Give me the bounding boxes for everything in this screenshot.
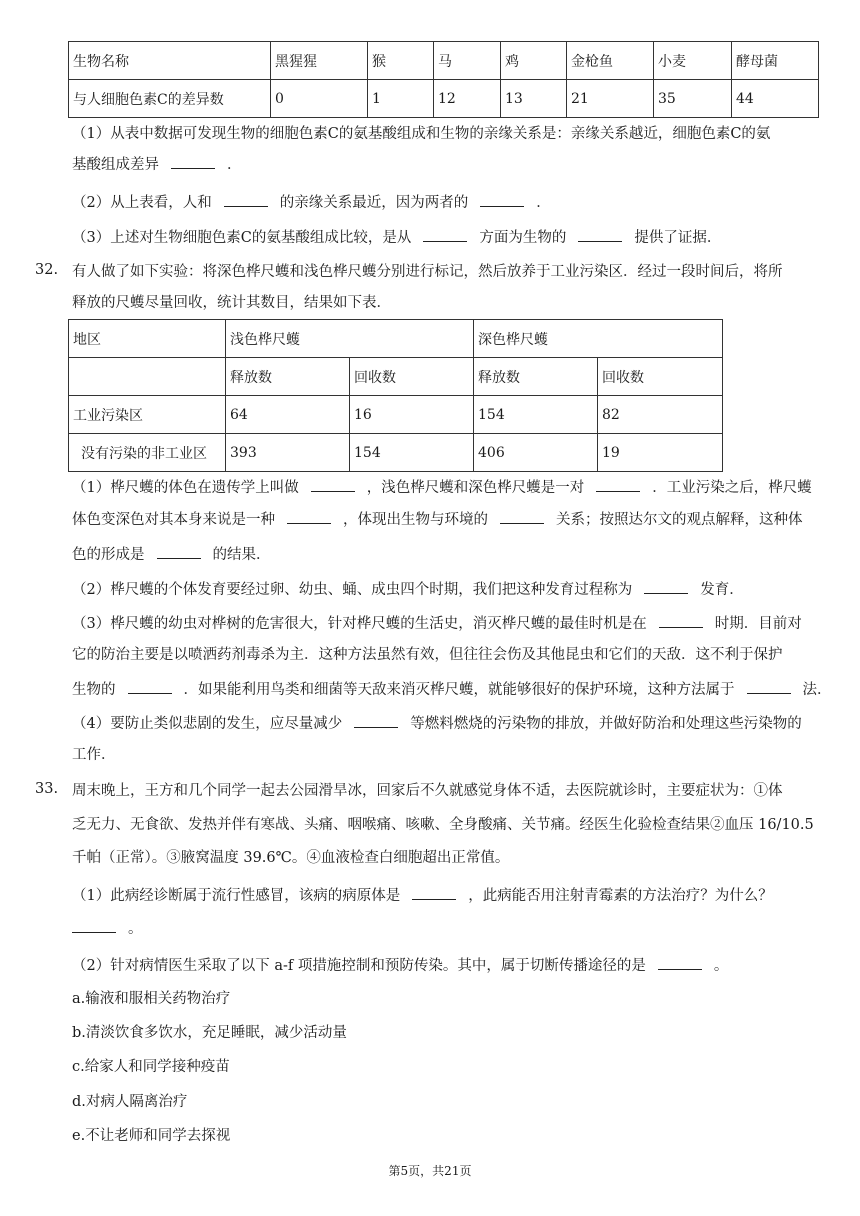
q32-part3-line2: 它的防治主要是以喷洒药剂毒杀为主．这种方法虽然有效，但往往会伤及其他昆虫和它们的天敌．这不利于保护 xyxy=(72,647,783,663)
answer-blank[interactable] xyxy=(644,579,688,594)
answer-blank[interactable] xyxy=(578,227,622,242)
table-cell: 金枪鱼 xyxy=(567,42,654,80)
table-cell: 深色桦尺蠖 xyxy=(474,320,723,358)
answer-blank[interactable] xyxy=(659,613,703,628)
table-cell: 64 xyxy=(226,396,350,434)
answer-blank[interactable] xyxy=(658,955,702,970)
table-cell: 154 xyxy=(350,434,474,472)
q32-part3-line1: （3）桦尺蠖的幼虫对桦树的危害很大，针对桦尺蠖的生活史，消灭桦尺蠖的最佳时机是在 时期．目前对 xyxy=(72,613,802,634)
answer-blank[interactable] xyxy=(412,885,456,900)
answer-blank[interactable] xyxy=(596,477,640,492)
moth-table xyxy=(68,319,723,472)
q33-part1-line1: （1）此病经诊断属于流行性感冒，该病的病原体是 ，此病能否用注射青霉素的方法治疗？为什么？ xyxy=(72,885,773,906)
table-cell: 82 xyxy=(598,396,723,434)
q33-part1-line2: 。 xyxy=(72,918,143,939)
q33-intro-line1: 周末晚上，王方和几个同学一起去公园滑旱冰，回家后不久就感觉身体不适，去医院就诊时，主要症状为：①体 xyxy=(72,783,783,799)
table-cell: 12 xyxy=(434,80,501,118)
q33-option-a: a.输液和服相关药物治疗 xyxy=(72,991,231,1007)
table-cell: 生物名称 xyxy=(69,42,271,80)
table-cell: 马 xyxy=(434,42,501,80)
table-cell: 393 xyxy=(226,434,350,472)
table-cell: 没有污染的非工业区 xyxy=(69,434,226,472)
answer-blank[interactable] xyxy=(480,192,524,207)
table-cell: 猴 xyxy=(368,42,434,80)
table-cell: 地区 xyxy=(69,320,226,358)
q33-option-e: e.不让老师和同学去探视 xyxy=(72,1128,231,1144)
table-row xyxy=(69,80,819,118)
table-cell: 154 xyxy=(474,396,598,434)
q32-part2: （2）桦尺蠖的个体发育要经过卵、幼虫、蛹、成虫四个时期，我们把这种发育过程称为 发育． xyxy=(72,579,744,600)
table-cell: 19 xyxy=(598,434,723,472)
table-cell: 回收数 xyxy=(350,358,474,396)
answer-blank[interactable] xyxy=(171,154,215,169)
table-cell: 21 xyxy=(567,80,654,118)
cytochrome-table xyxy=(68,41,819,118)
q32-part3-line3: 生物的 ．如果能利用鸟类和细菌等天敌来消灭桦尺蠖，就能够很好的保护环境，这种方法属于 法． xyxy=(72,679,832,700)
q33-option-c: c.给家人和同学接种疫苗 xyxy=(72,1059,230,1075)
table-cell: 与人细胞色素C的差异数 xyxy=(69,80,271,118)
answer-blank[interactable] xyxy=(354,713,398,728)
q32-part1-line3: 色的形成是 的结果． xyxy=(72,544,271,565)
answer-blank[interactable] xyxy=(287,509,331,524)
table-cell: 35 xyxy=(654,80,732,118)
answer-blank[interactable] xyxy=(157,544,201,559)
table-cell: 黑猩猩 xyxy=(271,42,368,80)
q32-part1-line1: （1）桦尺蠖的体色在遗传学上叫做 ，浅色桦尺蠖和深色桦尺蠖是一对 ．工业污染之后，桦尺蠖 xyxy=(72,477,812,498)
table-cell: 释放数 xyxy=(226,358,350,396)
table-row xyxy=(69,320,723,358)
q31-part3: （3）上述对生物细胞色素C的氨基酸组成比较，是从 方面为生物的 提供了证据． xyxy=(72,227,721,248)
answer-blank[interactable] xyxy=(500,509,544,524)
q32-intro-line2: 释放的尺蠖尽量回收，统计其数目，结果如下表． xyxy=(72,295,391,311)
table-cell: 0 xyxy=(271,80,368,118)
table-cell: 406 xyxy=(474,434,598,472)
q31-part1-line2: 基酸组成差异 ． xyxy=(72,154,242,175)
table-cell: 16 xyxy=(350,396,474,434)
table-cell: 13 xyxy=(501,80,567,118)
q32-part1-line2: 体色变深色对其本身来说是一种 ，体现出生物与环境的 关系；按照达尔文的观点解释，这种体 xyxy=(72,509,803,530)
table-row xyxy=(69,434,723,472)
table-cell: 小麦 xyxy=(654,42,732,80)
q33-option-d: d.对病人隔离治疗 xyxy=(72,1094,188,1110)
answer-blank[interactable] xyxy=(128,679,172,694)
table-cell xyxy=(69,358,226,396)
question-number: 33. xyxy=(35,781,59,797)
table-cell: 1 xyxy=(368,80,434,118)
answer-blank[interactable] xyxy=(224,192,268,207)
q31-part2: （2）从上表看，人和 的亲缘关系最近，因为两者的 ． xyxy=(72,192,551,213)
q33-intro-line2: 乏无力、无食欲、发热并伴有寒战、头痛、咽喉痛、咳嗽、全身酸痛、关节痛。经医生化验检查结果②血压 16/10.5 xyxy=(72,817,814,833)
table-cell: 释放数 xyxy=(474,358,598,396)
table-cell: 鸡 xyxy=(501,42,567,80)
q32-intro-line1: 有人做了如下实验：将深色桦尺蠖和浅色桦尺蠖分别进行标记，然后放养于工业污染区．经过一段时间后，将所 xyxy=(72,264,783,280)
table-row xyxy=(69,358,723,396)
q33-part2: （2）针对病情医生采取了以下 a-f 项措施控制和预防传染。其中，属于切断传播途径的是 。 xyxy=(72,955,728,976)
table-cell: 酵母菌 xyxy=(732,42,819,80)
q32-part4-line2: 工作． xyxy=(72,747,116,763)
table-row xyxy=(69,396,723,434)
answer-blank[interactable] xyxy=(747,679,791,694)
table-cell: 回收数 xyxy=(598,358,723,396)
q33-option-b: b.清淡饮食多饮水，充足睡眠，减少活动量 xyxy=(72,1025,347,1041)
table-cell: 浅色桦尺蠖 xyxy=(226,320,474,358)
q32-part4-line1: （4）要防止类似悲剧的发生，应尽量减少 等燃料燃烧的污染物的排放，并做好防治和处理这些污染物的 xyxy=(72,713,802,734)
q33-intro-line3: 千帕（正常）。③腋窝温度 39.6℃。④血液检查白细胞超出正常值。 xyxy=(72,850,510,866)
table-cell: 44 xyxy=(732,80,819,118)
answer-blank[interactable] xyxy=(311,477,355,492)
question-number: 32. xyxy=(35,262,59,278)
answer-blank[interactable] xyxy=(72,918,116,933)
q31-part1-line1: （1）从表中数据可发现生物的细胞色素C的氨基酸组成和生物的亲缘关系是：亲缘关系越近，细胞色素C的氨 xyxy=(72,126,771,142)
page-footer: 第5页，共21页 xyxy=(388,1164,472,1178)
table-row xyxy=(69,42,819,80)
answer-blank[interactable] xyxy=(423,227,467,242)
table-cell: 工业污染区 xyxy=(69,396,226,434)
